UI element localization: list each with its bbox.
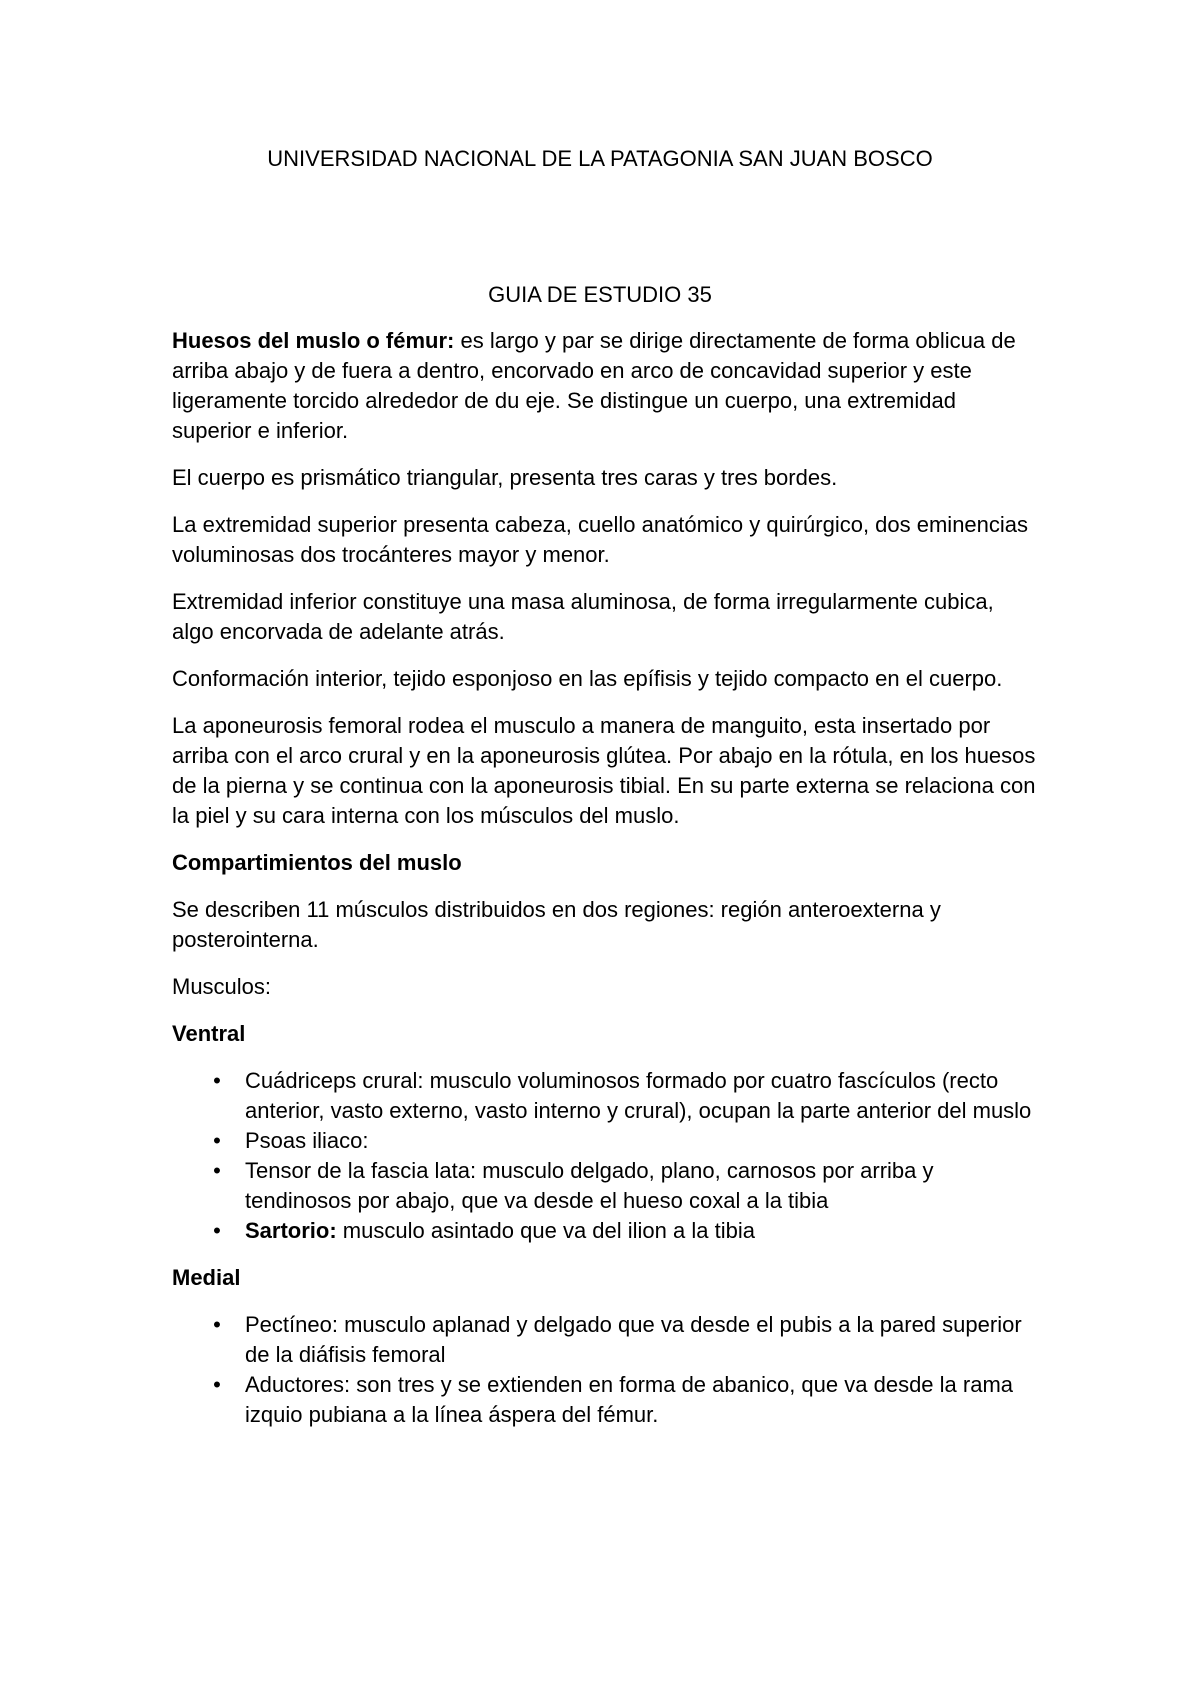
bullet-icon: • [213,1218,221,1243]
bullet-icon: • [213,1372,221,1397]
body-paragraph: La aponeurosis femoral rodea el musculo a manera de manguito, esta insertado por arriba con el arco crural y en la aponeurosis glútea. Por abajo en la rótula, en los huesos de la pierna y se continua con la aponeurosis tibial. En su parte externa se relaciona con la piel y su cara interna con los músculos del muslo. [172,713,1036,828]
document-body [172,326,1040,1447]
list-item: • Sartorio: musculo asintado que va del ilion a la tibia [245,1216,1040,1246]
intro-text: es largo y par se dirige directamente de forma oblicua de arriba abajo y de fuera a dentro, encorvado en arco de concavidad superior y este ligeramente torcido alrededor de du eje. Se distingue un cuerpo, una extremidad superior e inferior. [172,328,1016,443]
list-item: • Tensor de la fascia lata: musculo delgado, plano, carnosos por arriba y tendinosos por abajo, que va desde el hueso coxal a la tibia [245,1156,1040,1216]
list-item: • Aductores: son tres y se extienden en forma de abanico, que va desde la rama izquio pubiana a la línea áspera del fémur. [245,1370,1040,1430]
intro-term: Huesos del muslo o fémur: [172,328,455,353]
body-paragraph: La extremidad superior presenta cabeza, cuello anatómico y quirúrgico, dos eminencias voluminosas dos trocánteres mayor y menor. [172,512,1029,567]
body-paragraph: Conformación interior, tejido esponjoso en las epífisis y tejido compacto en el cuerpo. [172,666,1003,691]
bullet-icon: • [213,1128,221,1153]
guide-title: GUIA DE ESTUDIO 35 [488,282,712,307]
item-term: Sartorio: [245,1218,337,1243]
list-item: • Cuádriceps crural: musculo voluminosos formado por cuatro fascículos (recto anterior, vasto externo, vasto interno y crural), ocupan la parte anterior del muslo [245,1066,1040,1126]
bullet-icon: • [213,1158,221,1183]
bullet-icon: • [213,1068,221,1093]
muscles-label: Musculos: [172,974,272,999]
list-item: • Psoas iliaco: [245,1126,1040,1156]
medial-heading: Medial [172,1265,241,1290]
bullet-icon: • [213,1312,221,1337]
university-title: UNIVERSIDAD NACIONAL DE LA PATAGONIA SAN JUAN BOSCO [267,146,933,171]
list-item: • Pectíneo: musculo aplanad y delgado que va desde el pubis a la pared superior de la diáfisis femoral [245,1310,1040,1370]
compartments-heading: Compartimientos del muslo [172,850,462,875]
compartments-text: Se describen 11 músculos distribuidos en dos regiones: región anteroexterna y posterointerna. [172,897,941,952]
medial-list [172,1310,1040,1430]
ventral-heading: Ventral [172,1021,246,1046]
body-paragraph: Extremidad inferior constituye una masa aluminosa, de forma irregularmente cubica, algo encorvada de adelante atrás. [172,589,994,644]
body-paragraph: El cuerpo es prismático triangular, presenta tres caras y tres bordes. [172,465,838,490]
ventral-list [172,1066,1040,1246]
intro-paragraph [172,326,1040,446]
